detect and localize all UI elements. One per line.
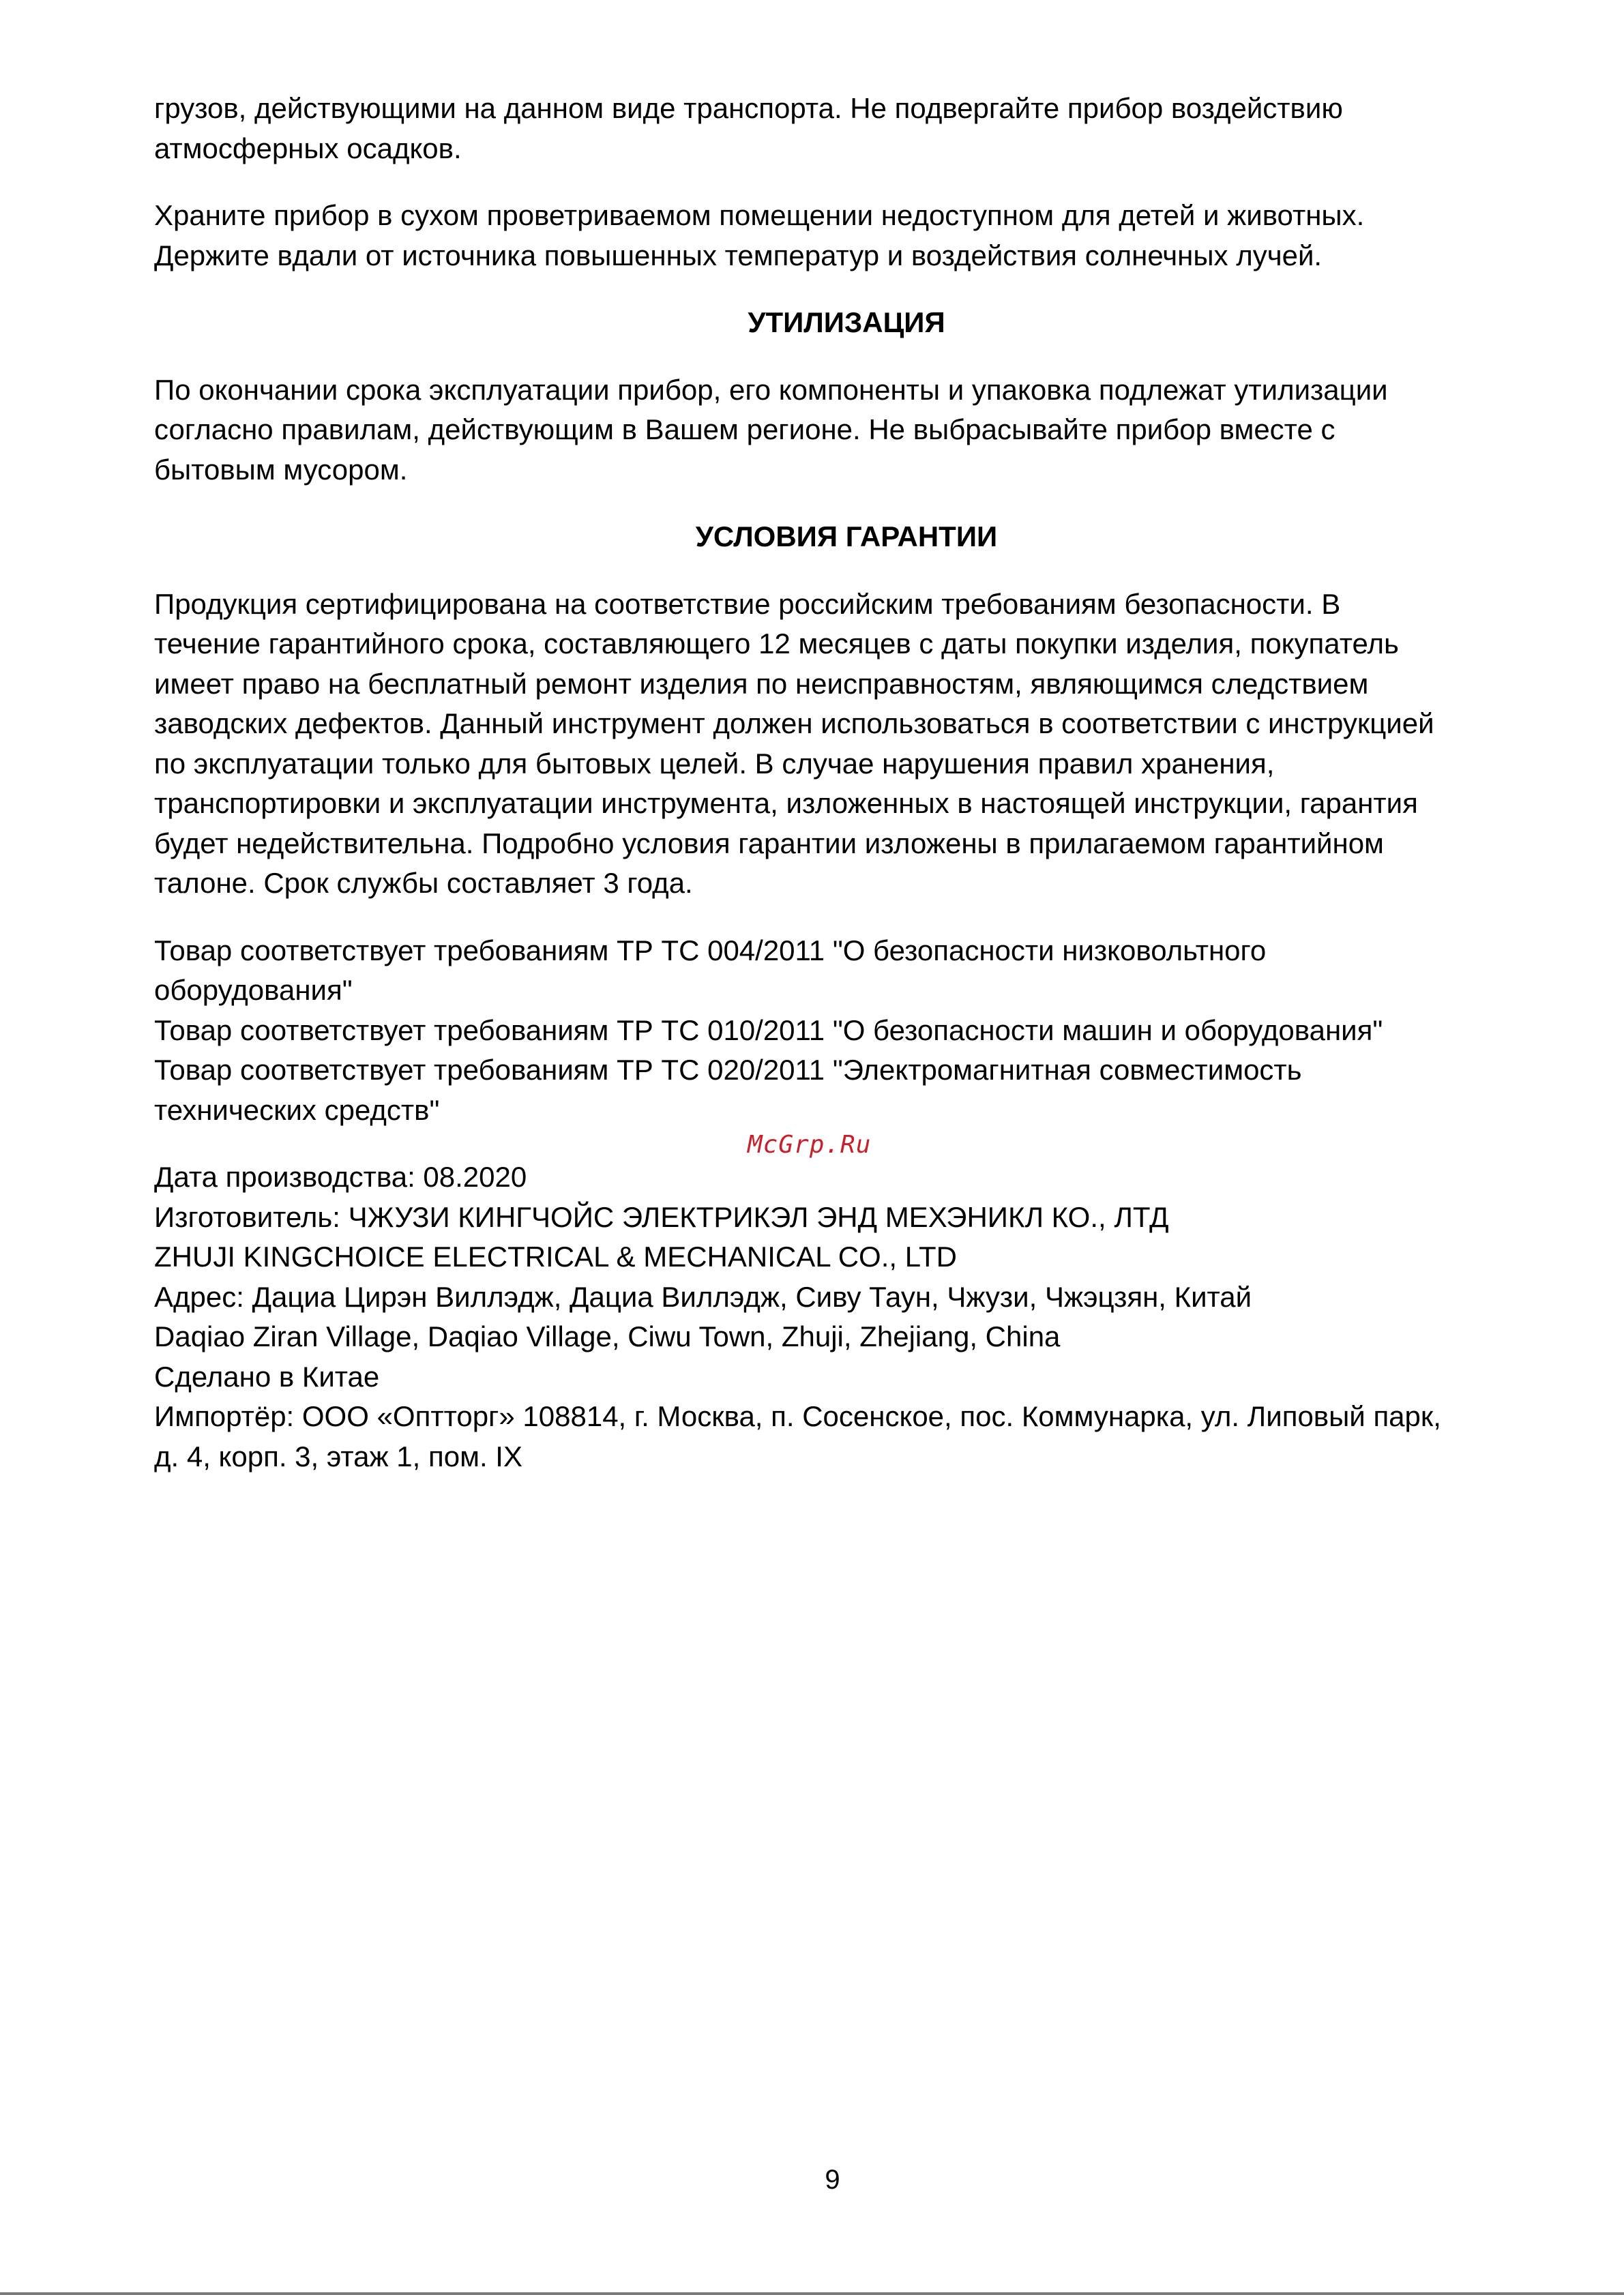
text-line: грузов, действующими на данном виде транспорта. Не подвергайте прибор воздействию bbox=[154, 92, 1343, 124]
text-line: Товар соответствует требованиям ТР ТС 010/2011 "О безопасности машин и оборудования" bbox=[154, 1013, 1383, 1046]
text-line: Товар соответствует требованиям ТР ТС 020/2011 "Электромагнитная совместимость bbox=[154, 1054, 1302, 1086]
text-line: бытовым мусором. bbox=[154, 453, 408, 486]
warranty-heading: УСЛОВИЯ ГАРАНТИИ bbox=[695, 520, 998, 552]
page-content bbox=[154, 89, 1511, 1504]
text-line: По окончании срока эксплуатации прибор, его компоненты и упаковка подлежат утилизации bbox=[154, 373, 1388, 406]
manufacturer-name-ru: Изготовитель: ЧЖУЗИ КИНГЧОЙС ЭЛЕКТРИКЭЛ ЭНД МЕХЭНИКЛ КО., ЛТД bbox=[154, 1200, 1169, 1233]
importer: Импортёр: ООО «Оптторг» 108814, г. Москва, п. Сосенское, пос. Коммунарка, ул. Липовый парк, bbox=[154, 1400, 1441, 1432]
text-line: технических средств" bbox=[154, 1093, 440, 1126]
watermark: McGrp.Ru bbox=[748, 1131, 872, 1159]
text-line: талоне. Срок службы составляет 3 года. bbox=[154, 867, 693, 899]
address-ru: Адрес: Дациа Цирэн Виллэдж, Дациа Виллэдж, Сиву Таун, Чжузи, Чжэцзян, Китай bbox=[154, 1280, 1252, 1313]
text-line: атмосферных осадков. bbox=[154, 132, 462, 164]
text-line: заводских дефектов. Данный инструмент должен использоваться в соответствии с инструкцией bbox=[154, 707, 1434, 739]
compliance-paragraph bbox=[154, 931, 1511, 1131]
text-line: транспортировки и эксплуатации инструмента, изложенных в настоящей инструкции, гарантия bbox=[154, 787, 1418, 819]
text-line: оборудования" bbox=[154, 974, 353, 1006]
bottom-divider bbox=[0, 2292, 1624, 2295]
warranty-paragraph bbox=[154, 584, 1511, 904]
transport-paragraph bbox=[154, 89, 1511, 168]
country-of-origin: Сделано в Китае bbox=[154, 1360, 380, 1393]
importer-address: д. 4, корп. 3, этаж 1, пом. IX bbox=[154, 1440, 522, 1472]
text-line: Товар соответствует требованиям ТР ТС 004/2011 "О безопасности низковольтного bbox=[154, 934, 1267, 966]
text-line: течение гарантийного срока, составляющего 12 месяцев с даты покупки изделия, покупатель bbox=[154, 627, 1399, 660]
page-number: 9 bbox=[825, 2165, 840, 2195]
text-line: по эксплуатации только для бытовых целей. В случае нарушения правил хранения, bbox=[154, 747, 1275, 780]
text-line: Держите вдали от источника повышенных температур и воздействия солнечных лучей. bbox=[154, 239, 1323, 271]
text-line: Продукция сертифицирована на соответствие российским требованиям безопасности. В bbox=[154, 587, 1341, 620]
disposal-heading: УТИЛИЗАЦИЯ bbox=[748, 306, 945, 338]
text-line: согласно правилам, действующим в Вашем регионе. Не выбрасывайте прибор вместе с bbox=[154, 413, 1335, 445]
disposal-paragraph bbox=[154, 370, 1511, 490]
manufacturer-paragraph bbox=[154, 1157, 1511, 1477]
address-en: Daqiao Ziran Village, Daqiao Village, Ciwu Town, Zhuji, Zhejiang, China bbox=[154, 1320, 1061, 1352]
text-line: имеет право на бесплатный ремонт изделия по неисправностям, являющимся следствием bbox=[154, 667, 1369, 700]
text-line: будет недействительна. Подробно условия гарантии изложены в прилагаемом гарантийном bbox=[154, 827, 1384, 859]
production-date: Дата производства: 08.2020 bbox=[154, 1161, 527, 1193]
text-line: Храните прибор в сухом проветриваемом помещении недоступном для детей и животных. bbox=[154, 199, 1365, 231]
storage-paragraph bbox=[154, 196, 1511, 276]
manufacturer-name-en: ZHUJI KINGCHOICE ELECTRICAL & MECHANICAL CO., LTD bbox=[154, 1241, 957, 1273]
